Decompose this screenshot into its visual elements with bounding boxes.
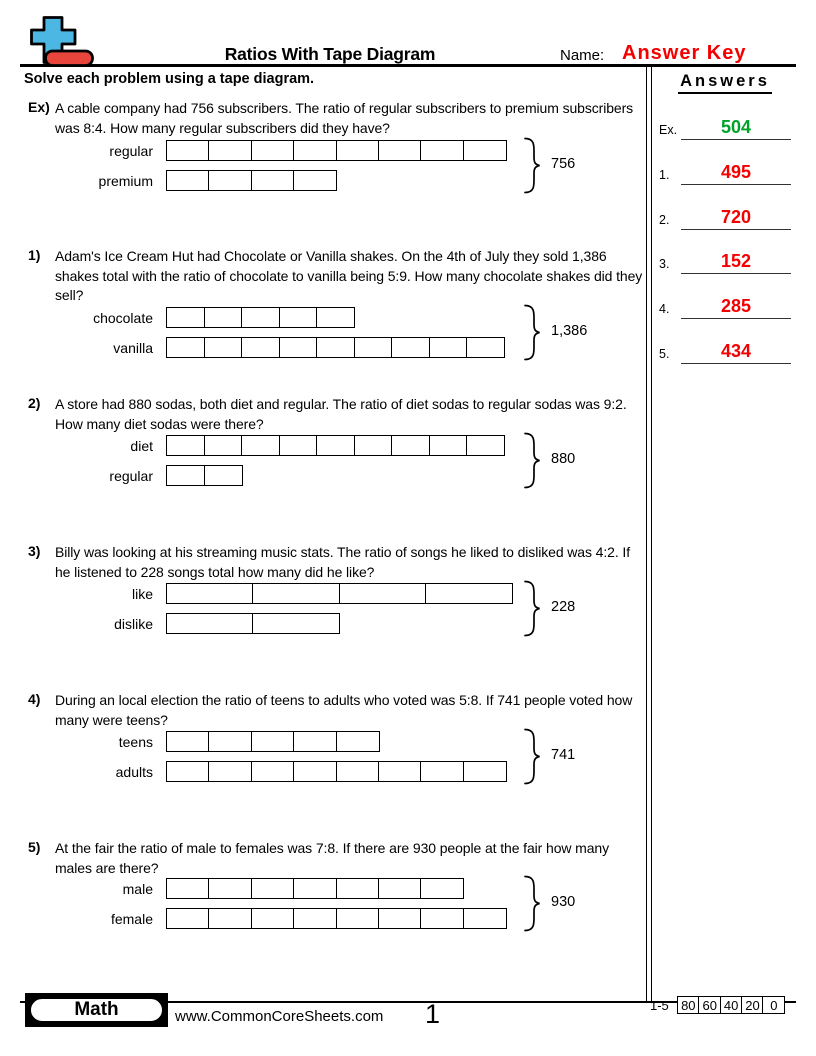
tape-cell [251,878,295,899]
tape-row [24,908,507,929]
tape-cell [208,878,252,899]
answer-blank-line [681,273,791,274]
tape-cells [166,908,507,929]
tape-cell [420,140,464,161]
tape-cell [336,140,380,161]
tape-cell [293,140,337,161]
tape-cells [166,878,464,899]
tape-cell [336,761,380,782]
score-cells [677,996,786,1014]
tape-cell [208,140,252,161]
tape-cells [166,435,505,456]
tape-row [24,613,340,634]
tape-cell [241,307,280,328]
problem-1 [24,247,643,356]
tape-row-label: chocolate [93,309,153,326]
score-range-label: 1-5 [650,997,669,1013]
answer-value: 504 [720,117,752,137]
tape-row [24,731,380,752]
tape-cells [166,613,340,634]
tape-cell [293,731,337,752]
tape-cell [466,435,505,456]
score-cell: 20 [741,996,764,1014]
tape-total: 756 [551,156,576,172]
answer-value: 434 [720,341,752,361]
answer-row-1 [654,159,796,185]
tape-cell [391,435,430,456]
tape-cell [293,908,337,929]
tape-cell [204,337,243,358]
tape-diagram [24,731,634,783]
tape-row-label: regular [109,467,153,484]
tape-row [24,307,355,328]
tape-cell [251,170,295,191]
tape-cell [279,307,318,328]
score-cell: 0 [762,996,785,1014]
score-cell: 60 [698,996,721,1014]
tape-cell [252,583,340,604]
problem-5 [24,839,640,927]
tape-cell [293,170,337,191]
tape-total: 880 [551,451,576,467]
answer-blank-line [681,363,791,364]
tape-cell [420,761,464,782]
tape-cell [425,583,513,604]
tape-cell [391,337,430,358]
website-url: www.CommonCoreSheets.com [175,1008,384,1025]
problem-text: Billy was looking at his streaming music stats. The ratio of songs he liked to disliked was 4:2. If he listened to 228 songs total how many did he like? [55,544,630,580]
tape-cell [204,465,243,486]
tape-cell [336,908,380,929]
tape-row [24,465,243,486]
tape-cell [241,337,280,358]
subject-badge [25,993,168,1027]
tape-row [24,170,337,191]
tape-cell [166,908,210,929]
tape-cell [166,337,205,358]
problem-2 [24,395,640,484]
tape-row-label: vanilla [113,339,153,356]
tape-cell [463,140,507,161]
tape-cell [316,307,355,328]
tape-cells [166,170,337,191]
answer-label: 2. [659,213,670,227]
tape-diagram [24,140,634,192]
tape-cell [316,337,355,358]
tape-cell [208,761,252,782]
tape-cells [166,731,380,752]
tape-cell [378,761,422,782]
tape-cell [166,307,205,328]
problem-number: 5) [28,839,41,855]
tape-row [24,337,505,358]
answer-label: 4. [659,302,670,316]
answer-value: 152 [720,251,752,271]
problem-number: 3) [28,543,41,559]
tape-cell [166,435,205,456]
answer-key-text: Answer Key [622,42,747,64]
tape-cell [208,170,252,191]
tape-row-label: like [131,585,153,602]
tape-cell [166,465,205,486]
answer-row-5 [654,338,796,364]
tape-diagram [24,307,634,359]
tape-diagram [24,583,634,635]
brace-icon [523,137,541,195]
tape-row-label: teens [118,733,153,750]
problem-ex [24,99,640,189]
tape-cell [378,140,422,161]
tape-cell [378,908,422,929]
tape-cell [166,140,210,161]
answer-blank-line [681,184,791,185]
subject-badge-label: Math [29,997,164,1023]
tape-cell [378,878,422,899]
tape-row-label: male [122,880,153,897]
tape-cells [166,761,507,782]
answer-label: Ex. [659,123,678,137]
answer-blank-line [681,229,791,230]
tape-cell [279,337,318,358]
tape-cell [166,761,210,782]
tape-cell [204,307,243,328]
answer-row-2 [654,204,796,230]
tape-cell [252,613,340,634]
answer-blank-line [681,139,791,140]
answer-value: 495 [720,162,752,182]
tape-cells [166,465,243,486]
tape-cell [279,435,318,456]
tape-cells [166,140,507,161]
page-title: Ratios With Tape Diagram [224,44,436,64]
tape-cell [241,435,280,456]
tape-cell [429,337,468,358]
brace-icon [523,875,541,933]
score-cell: 80 [677,996,700,1014]
tape-cell [463,761,507,782]
tape-cell [420,878,464,899]
problem-number: 2) [28,395,41,411]
tape-cell [354,337,393,358]
problem-text: Adam's Ice Cream Hut had Chocolate or Vanilla shakes. On the 4th of July they sold 1,386 shakes total with the ratio of chocolate to vanilla being 5:9. How many chocolate shakes did they sell? [55,248,643,303]
answer-label: 5. [659,347,670,361]
tape-row [24,878,464,899]
problem-3 [24,543,640,632]
answer-row-ex [654,114,796,140]
brace-icon [523,304,541,362]
tape-row [24,435,505,456]
tape-row [24,761,507,782]
problem-number: 4) [28,691,41,707]
tape-cell [316,435,355,456]
tape-cell [204,435,243,456]
tape-cell [293,761,337,782]
tape-cell [336,878,380,899]
tape-cell [463,908,507,929]
answer-label: 1. [659,168,670,182]
tape-cell [166,731,210,752]
tape-diagram [24,435,634,487]
tape-row-label: diet [130,437,153,454]
brace-icon [523,432,541,490]
brace-icon [523,580,541,638]
tape-cell [466,337,505,358]
tape-cells [166,583,513,604]
tape-diagram [24,878,634,930]
problem-number: Ex) [28,99,50,115]
tape-row-label: premium [98,172,153,189]
tape-cells [166,307,355,328]
brace-icon [523,728,541,786]
instruction-text: Solve each problem using a tape diagram. [24,71,315,87]
answers-heading: Answers [678,72,772,94]
problem-number: 1) [28,247,41,263]
tape-cell [208,731,252,752]
tape-row-label: regular [109,142,153,159]
tape-cell [429,435,468,456]
answer-row-4 [654,293,796,319]
answer-row-3 [654,248,796,274]
tape-cell [208,908,252,929]
problem-text: A cable company had 756 subscribers. The ratio of regular subscribers to premium subscribers was 8:4. How many regular subscribers did they have? [55,100,634,136]
answer-value: 285 [720,296,752,316]
tape-cell [166,613,254,634]
tape-total: 1,386 [551,323,588,339]
tape-cell [354,435,393,456]
problem-text: At the fair the ratio of male to females was 7:8. If there are 930 people at the fair how many males are there? [55,840,610,876]
tape-row-label: dislike [114,615,153,632]
score-table [650,996,785,1014]
tape-cell [293,878,337,899]
tape-total: 228 [551,599,576,615]
name-label: Name: [560,47,605,64]
tape-row [24,140,507,161]
problem-4 [24,691,640,780]
tape-cell [251,731,295,752]
answer-blank-line [681,318,791,319]
page-number: 1 [425,999,441,1029]
tape-row-label: adults [115,763,153,780]
tape-row-label: female [110,910,153,927]
problem-text: A store had 880 sodas, both diet and regular. The ratio of diet sodas to regular sodas was 9:2. How many diet sodas were there? [55,396,627,432]
score-cell: 40 [720,996,743,1014]
tape-cell [251,908,295,929]
tape-cell [166,878,210,899]
tape-cell [166,583,254,604]
header-rule [20,64,796,67]
tape-cell [251,761,295,782]
tape-total: 930 [551,894,576,910]
answers-panel [654,66,796,386]
tape-cell [166,170,210,191]
tape-row [24,583,513,604]
plus-minus-logo-icon [30,16,96,68]
problem-text: During an local election the ratio of teens to adults who voted was 5:8. If 741 people voted how many were teens? [55,692,633,728]
tape-cell [251,140,295,161]
tape-cell [339,583,427,604]
tape-cell [336,731,380,752]
tape-total: 741 [551,747,576,763]
tape-cell [420,908,464,929]
answer-label: 3. [659,257,670,271]
tape-cells [166,337,505,358]
answer-value: 720 [720,207,752,227]
